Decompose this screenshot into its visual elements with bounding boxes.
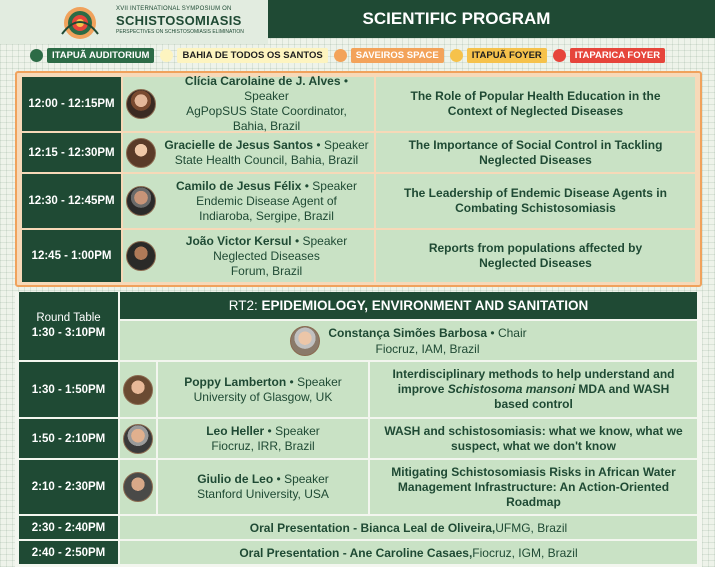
time-slot: 2:10 - 2:30PM	[19, 460, 118, 514]
table-row	[19, 460, 697, 514]
talk-title-line: The Importance of Social Control in Tackling	[408, 137, 663, 152]
room-legend	[30, 46, 665, 64]
avatar-cell	[123, 77, 159, 131]
roundtable-theme: EPIDEMIOLOGY, ENVIRONMENT AND SANITATION	[261, 298, 589, 313]
time-slot: 12:00 - 12:15PM	[22, 77, 121, 131]
oral-presentation	[120, 541, 697, 564]
table-row	[22, 174, 695, 228]
avatar-cell	[120, 362, 156, 417]
speaker-affiliation: Indiaroba, Sergipe, Brazil	[199, 208, 334, 223]
avatar-cell	[123, 230, 159, 282]
talk-title-line: Neglected Diseases	[479, 152, 592, 167]
speaker-info	[158, 362, 368, 417]
logo-subtitle: XVII INTERNATIONAL SYMPOSIUM ON	[116, 6, 232, 12]
speaker-affiliation: Neglected Diseases	[213, 248, 320, 263]
roundtable-label: Round Table	[36, 312, 101, 324]
oral-affiliation: UFMG, Brazil	[495, 520, 568, 535]
speaker-role: • Speaker	[264, 423, 320, 438]
legend-item-itaparica-foyer	[553, 48, 665, 63]
oral-presenter: Oral Presentation - Bianca Leal de Oliveira,	[249, 520, 496, 535]
avatar-cell	[120, 460, 156, 514]
talk-title-line: Interdisciplinary methods to help understand and	[392, 367, 675, 381]
oral-presentation	[120, 516, 697, 539]
speaker-affiliation: State Health Council, Bahia, Brazil	[174, 152, 359, 167]
speaker-role: • Speaker	[301, 178, 357, 193]
symposium-logo	[0, 0, 268, 44]
speaker-role: • Speaker	[291, 233, 348, 248]
talk-title	[376, 230, 695, 282]
talk-title-line: improve	[397, 382, 448, 396]
avatar	[123, 424, 153, 454]
table-row	[19, 362, 697, 417]
talk-title-line: suspect, what we don't know	[451, 438, 616, 453]
roundtable-time	[19, 292, 118, 360]
talk-title	[370, 362, 697, 417]
header	[0, 0, 715, 44]
time-slot: 12:45 - 1:00PM	[22, 230, 121, 282]
speaker-name: Poppy Lamberton	[184, 374, 287, 389]
legend-dot-icon	[30, 49, 43, 62]
logo-tagline: PERSPECTIVES ON SCHISTOSOMIASIS ELIMINATION	[116, 29, 244, 35]
speaker-info	[159, 174, 374, 228]
avatar-cell	[123, 133, 159, 172]
talk-title	[376, 77, 695, 131]
talk-title-line: MDA and WASH	[575, 382, 670, 396]
legend-dot-icon	[160, 49, 173, 62]
speaker-role: • Speaker	[273, 472, 329, 486]
table-row	[19, 516, 697, 539]
talk-title	[370, 419, 697, 458]
legend-item-saveiros	[334, 48, 444, 63]
avatar	[123, 472, 153, 502]
oral-presenter: Oral Presentation - Ane Caroline Casaes,	[239, 545, 473, 560]
talk-title-italic: Schistosoma mansoni	[447, 382, 576, 396]
speaker-affiliation: Bahia, Brazil	[232, 119, 301, 133]
avatar	[126, 138, 156, 168]
roundtable-block	[15, 292, 702, 567]
logo-title: SCHISTOSOMIASIS	[116, 13, 242, 28]
speaker-info	[159, 230, 374, 282]
avatar	[290, 326, 320, 356]
speaker-name: Giulio de Leo	[197, 472, 274, 486]
chair-name: Constança Simões Barbosa	[328, 325, 488, 340]
speaker-info	[158, 419, 368, 458]
speaker-affiliation: Stanford University, USA	[197, 487, 329, 501]
chair-role: • Chair	[487, 325, 527, 340]
speaker-info	[159, 74, 374, 133]
speaker-name: João Victor Kersul	[185, 233, 292, 248]
talk-title-line: Neglected Diseases	[479, 256, 592, 270]
time-slot: 1:30 - 1:50PM	[19, 362, 118, 417]
speaker-info	[158, 460, 368, 514]
speaker-name: Camilo de Jesus Félix	[176, 178, 302, 193]
speaker-role: • Speaker	[313, 137, 369, 152]
legend-item-itapua-foyer	[450, 48, 547, 63]
time-slot: 1:50 - 2:10PM	[19, 419, 118, 458]
roundtable-time-range: 1:30 - 3:10PM	[31, 327, 106, 339]
talk-title-line: The Leadership of Endemic Disease Agents in	[404, 186, 667, 200]
speaker-affiliation: AgPopSUS State Coordinator,	[186, 104, 347, 118]
legend-label: ITAPARICA FOYER	[570, 48, 665, 63]
speaker-affiliation: University of Glasgow, UK	[193, 389, 333, 404]
speaker-role: • Speaker	[286, 374, 342, 389]
avatar-cell	[123, 174, 159, 228]
legend-dot-icon	[450, 49, 463, 62]
speaker-name: Leo Heller	[206, 423, 265, 438]
time-slot: 2:40 - 2:50PM	[19, 541, 118, 564]
chair-affiliation: Fiocruz, IAM, Brazil	[375, 341, 480, 356]
legend-item-bahia	[160, 48, 327, 63]
table-row	[19, 541, 697, 564]
roundtable-chair	[120, 321, 697, 360]
legend-label: ITAPUÃ AUDITORIUM	[47, 48, 154, 63]
talk-title-line: WASH and schistosomiasis: what we know, what we	[384, 423, 683, 438]
table-row	[22, 74, 695, 133]
page-title: SCIENTIFIC PROGRAM	[268, 0, 715, 38]
session-block-saveiros	[15, 71, 702, 287]
speaker-affiliation: Forum, Brazil	[230, 263, 303, 278]
talk-title-line: based control	[494, 397, 573, 411]
talk-title-line: Context of Neglected Diseases	[447, 104, 624, 118]
talk-title-line: Combating Schistosomiasis	[455, 201, 616, 215]
talk-title-line: Reports from populations affected by	[428, 241, 643, 255]
legend-item-itapua-auditorium	[30, 48, 154, 63]
speaker-name: Clícia Carolaine de J. Alves	[184, 74, 341, 88]
legend-dot-icon	[334, 49, 347, 62]
table-row	[22, 230, 695, 282]
roundtable-title: RT2 : EPIDEMIOLOGY, ENVIRONMENT AND SANITATION	[120, 292, 697, 319]
talk-title-line: Roadmap	[506, 494, 561, 509]
talk-title	[370, 460, 697, 514]
speaker-info	[159, 133, 374, 172]
time-slot: 2:30 - 2:40PM	[19, 516, 118, 539]
speaker-name: Gracielle de Jesus Santos	[164, 137, 314, 152]
avatar	[126, 186, 156, 216]
legend-label: BAHIA DE TODOS OS SANTOS	[177, 48, 327, 63]
avatar	[126, 89, 156, 119]
table-row	[22, 133, 695, 172]
legend-dot-icon	[553, 49, 566, 62]
legend-label: SAVEIROS SPACE	[351, 48, 444, 63]
table-row	[19, 419, 697, 458]
talk-title	[376, 174, 695, 228]
talk-title-line: Management Infrastructure: An Action-Oriented	[397, 479, 670, 494]
avatar	[126, 241, 156, 271]
roundtable-code: RT2	[228, 298, 254, 313]
avatar	[123, 375, 153, 405]
oral-affiliation: Fiocruz, IGM, Brazil	[472, 545, 578, 560]
speaker-role: • Speaker	[244, 74, 349, 103]
talk-title	[376, 133, 695, 172]
time-slot: 12:30 - 12:45PM	[22, 174, 121, 228]
legend-label: ITAPUÃ FOYER	[467, 48, 547, 63]
avatar-cell	[120, 419, 156, 458]
talk-title-line: Mitigating Schistosomiasis Risks in African Water	[391, 464, 676, 479]
speaker-affiliation: Fiocruz, IRR, Brazil	[211, 438, 315, 453]
speaker-affiliation: Endemic Disease Agent of	[196, 193, 337, 208]
talk-title-line: The Role of Popular Health Education in the	[410, 89, 661, 103]
logo-emblem-icon	[56, 2, 104, 42]
time-slot: 12:15 - 12:30PM	[22, 133, 121, 172]
